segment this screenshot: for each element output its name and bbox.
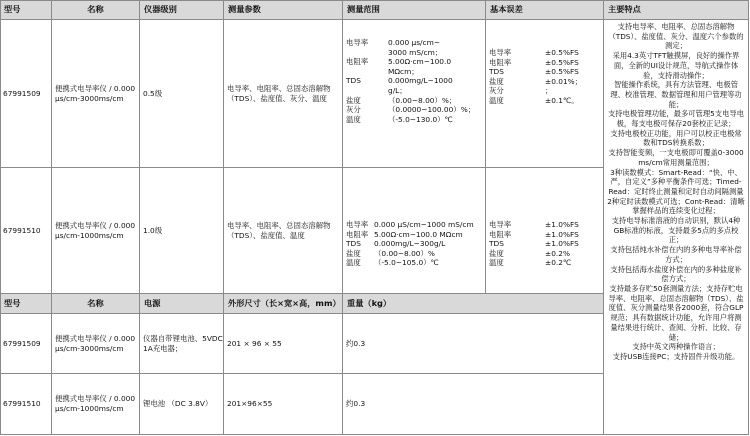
range-value: （-5.0~130.0）℃	[388, 114, 453, 124]
error-line	[489, 67, 600, 77]
error-line	[489, 230, 600, 240]
header2-name: 名称	[52, 294, 140, 314]
row2-error-list	[489, 220, 600, 268]
header-range: 测量范围	[343, 0, 486, 20]
row4-power: 锂电池 （DC 3.8V）	[140, 374, 224, 435]
error-value: ；	[545, 86, 553, 96]
feature-item: 采用4.3英寸TFT触摸屏，良好的操作界面，全新的UI设计规范，导航式操作体验，支持滑动操作；	[612, 51, 740, 80]
row2-range-list	[346, 220, 482, 268]
row1-name: 便携式电导率仪 / 0.000 μs/cm-3000ms/cm	[52, 20, 140, 168]
error-value: ±1.0%FS	[545, 229, 579, 239]
header2-weight: 重量（kg）	[343, 294, 604, 314]
range-value: g/L；	[388, 85, 407, 95]
error-value: ±0.2℃	[545, 258, 572, 268]
range-line	[346, 249, 482, 259]
range-key	[346, 67, 388, 77]
range-value: MΩcm；	[388, 66, 419, 76]
row4-weight: 约0.3	[343, 374, 604, 435]
range-line	[346, 38, 482, 48]
row4-model: 67991510	[0, 374, 52, 435]
range-line	[346, 76, 482, 86]
row2-error	[486, 168, 604, 294]
error-line	[489, 258, 600, 268]
range-value: 5.00Ω·cm~100.0 MΩcm	[374, 229, 463, 239]
range-line	[346, 230, 482, 240]
error-key: 电阻率	[489, 57, 512, 67]
error-value: ±0.1℃。	[545, 95, 579, 105]
row1-error-list	[489, 48, 600, 106]
range-key: 温度	[346, 258, 361, 268]
header2-model: 型号	[0, 294, 52, 314]
range-key: 盐度	[346, 95, 361, 105]
range-key: 温度	[346, 114, 361, 124]
feature-item: 3种读数模式：Smart-Read：“快、中、严，自定义”多种平衡条件可选；Timed-Read：定时终止测量和定时自动间隔测量2种定时读数模式可选；Cont-Read：清晰掌握样品的连续变化过程；	[607, 167, 745, 216]
row2-name: 便携式电导率仪 / 0.000 μs/cm-1000ms/cm	[52, 168, 140, 294]
error-value: ±1.0%FS	[545, 220, 579, 229]
error-key: 电导率	[489, 48, 512, 57]
range-key	[346, 48, 388, 58]
header-name: 名称	[52, 0, 140, 20]
header-params: 测量参数	[224, 0, 343, 20]
header-features: 主要特点	[604, 0, 749, 20]
feature-item: 支持智能变频，一支电极即可覆盖0-3000 ms/cm常用测量范围；	[608, 148, 744, 167]
feature-item: 支持电极校正功能，用户可以校正电极常数和TDS转换系数；	[610, 128, 742, 148]
row1-model: 67991509	[0, 20, 52, 168]
error-key: 灰分	[489, 86, 504, 96]
row3-size: 201 × 96 × 55	[224, 314, 343, 374]
range-line	[346, 220, 482, 230]
range-key: 灰分	[346, 105, 361, 115]
range-line	[346, 96, 482, 106]
row2-grade: 1.0级	[140, 168, 224, 294]
row3-power: 仪器自带锂电池、5VDC 1A充电器；	[140, 314, 224, 374]
error-key: 温度	[489, 95, 504, 105]
feature-item: 支持电导率、电阻率、总固态溶解物（TDS）、盐度值、灰分、温度六个参数的测定；	[608, 22, 744, 51]
error-line	[489, 220, 600, 230]
feature-item: 智能操作系统，具有方法管理、电极管理、校准管理、数据管理和用户管理等功能；	[610, 80, 742, 109]
error-value: ±0.01%；	[545, 76, 583, 86]
range-line	[346, 48, 482, 58]
row1-error	[486, 20, 604, 168]
range-value: 3000 mS/cm；	[388, 47, 443, 57]
feature-item: 支持包括海水盐度补偿在内的多种盐度补偿方式；	[610, 264, 742, 284]
row3-name: 便携式电导率仪 / 0.000 μs/cm-3000ms/cm	[52, 314, 140, 374]
error-line	[489, 58, 600, 68]
error-line	[489, 239, 600, 249]
range-line	[346, 67, 482, 77]
error-key: TDS	[489, 67, 504, 77]
range-key: 电导率	[346, 38, 369, 47]
error-value: ±1.0%FS	[545, 239, 579, 249]
error-value: ±0.5%FS	[545, 57, 579, 67]
row3-weight: 约0.3	[343, 314, 604, 374]
range-value: 0.000 μs/cm~	[388, 38, 441, 47]
range-key	[346, 86, 388, 96]
row1-params: 电导率、电阻率、总固态溶解物（TDS）、盐度值、灰分、温度	[224, 20, 343, 168]
feature-item: 支持最多存贮50套测量方法；支持存贮电导率、电阻率、总固态溶解物（TDS）、盐度值、灰分测量结果各2000套，符合GLP规范；具有数据统计功能，允许用户将测量结果进行统计、查阅、分析、比较、存储；	[608, 283, 744, 342]
row4-name: 便携式电导率仪 / 0.000 μs/cm-1000ms/cm	[52, 374, 140, 435]
row1-grade: 0.5级	[140, 20, 224, 168]
header-grade: 仪器级别	[140, 0, 224, 20]
range-key: 盐度	[346, 248, 361, 258]
range-value: 0.000mg/L~1000	[388, 76, 453, 86]
row1-range-list	[346, 38, 482, 124]
range-value: 0.000 μS/cm~1000 mS/cm	[374, 220, 474, 229]
range-line	[346, 86, 482, 96]
error-line	[489, 77, 600, 87]
range-value: （0.0000~100.00）%；	[388, 105, 476, 115]
feature-item: 支持中英文两种操作语言；	[632, 342, 720, 352]
row3-model: 67991509	[0, 314, 52, 374]
error-value: ±0.2%	[545, 248, 570, 258]
header-model: 型号	[0, 0, 52, 20]
error-line	[489, 249, 600, 259]
range-line	[346, 57, 482, 67]
error-key: 盐度	[489, 76, 504, 86]
range-key: 电阻率	[346, 57, 369, 67]
error-key: 电导率	[489, 220, 512, 229]
header-error: 基本误差	[486, 0, 604, 20]
range-key: TDS	[346, 76, 361, 86]
range-value: （0.00~8.00）%	[374, 248, 435, 258]
error-line	[489, 96, 600, 106]
range-line	[346, 239, 482, 249]
range-line	[346, 115, 482, 125]
error-line	[489, 48, 600, 58]
range-line	[346, 105, 482, 115]
error-key: TDS	[489, 239, 504, 249]
range-value: 0.000mg/L~300g/L	[374, 239, 446, 249]
header2-power: 电源	[140, 294, 224, 314]
range-line	[346, 258, 482, 268]
feature-item: 支持电导标准溶液的自动识别，默认4种GB标准的标液，支持最多5点的多点校正；	[611, 216, 741, 245]
features-list	[607, 22, 745, 362]
feature-item: 支持电极管理功能，最多可管理5支电导电极，每支电极可保存20套校正记录；	[608, 109, 744, 129]
error-value: ±0.5%FS	[545, 48, 579, 57]
range-value: （0.00~8.00）%；	[388, 95, 457, 105]
row4-size: 201×96×55	[224, 374, 343, 435]
row2-model: 67991510	[0, 168, 52, 294]
error-key: 温度	[489, 258, 504, 268]
range-key: TDS	[346, 239, 361, 249]
range-key: 电阻率	[346, 229, 369, 239]
header2-size: 外形尺寸（长×宽×高，mm）	[224, 294, 343, 314]
error-key: 盐度	[489, 248, 504, 258]
row1-range	[343, 20, 486, 168]
error-value: ±0.5%FS	[545, 67, 579, 77]
features-cell	[604, 20, 749, 435]
range-key: 电导率	[346, 220, 369, 229]
row2-range	[343, 168, 486, 294]
feature-item: 支持包括纯水补偿在内的多种电导率补偿方式；	[610, 245, 742, 264]
row2-params: 电导率、电阻率、总固态溶解物（TDS）、盐度值、温度	[224, 168, 343, 294]
error-line	[489, 86, 600, 96]
range-value: （-5.0~105.0）℃	[374, 258, 439, 268]
error-key: 电阻率	[489, 229, 512, 239]
feature-item: 支持USB连接PC；支持固件升级功能。	[612, 351, 740, 361]
range-value: 5.00Ω·cm~100.0	[388, 57, 452, 67]
